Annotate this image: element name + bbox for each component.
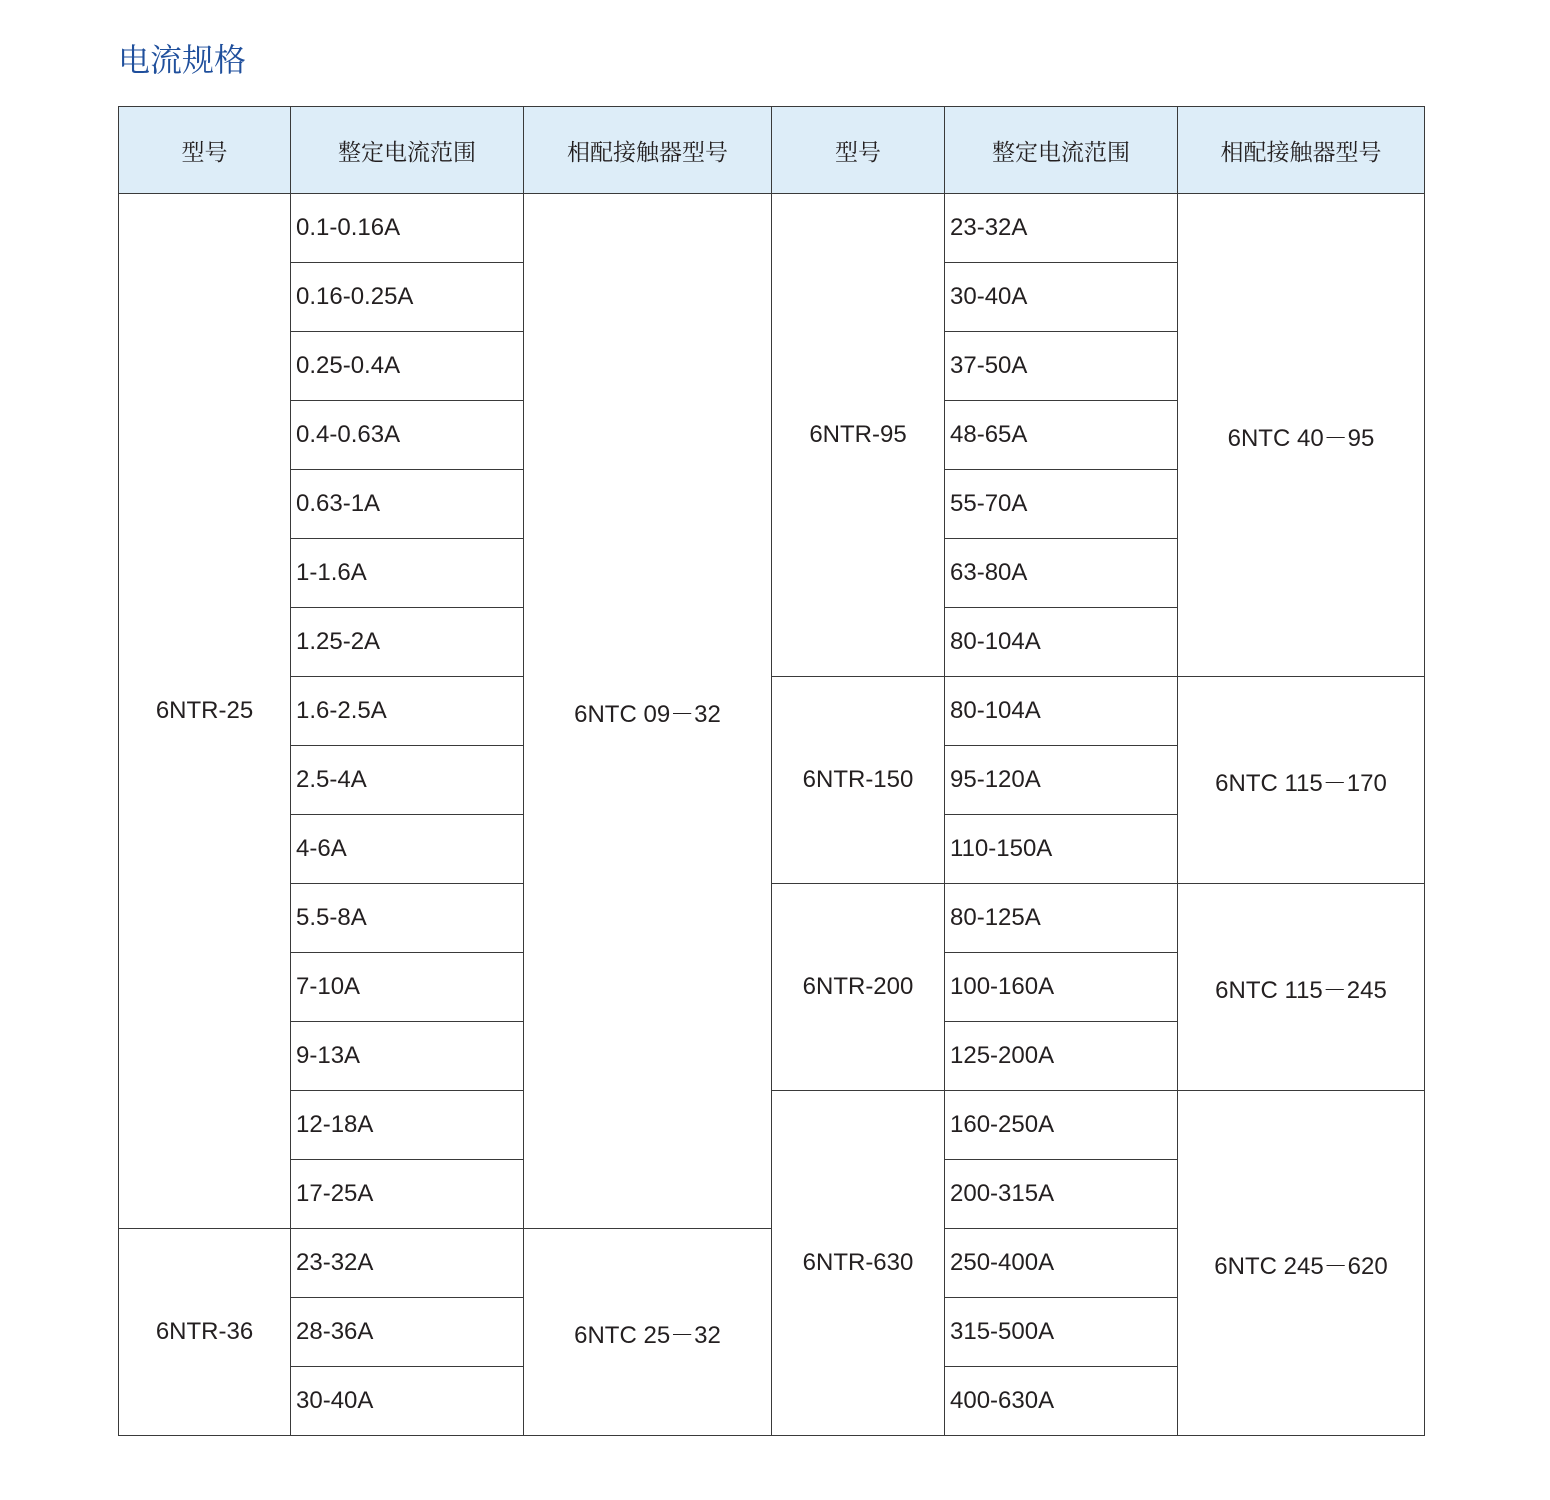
header-row bbox=[119, 107, 1425, 194]
range-cell: 0.1-0.16A bbox=[291, 194, 524, 263]
range-cell: 2.5-4A bbox=[291, 746, 524, 815]
range-cell: 12-18A bbox=[291, 1091, 524, 1160]
range-cell: 315-500A bbox=[945, 1298, 1178, 1367]
table-row bbox=[119, 194, 1425, 263]
range-cell: 23-32A bbox=[945, 194, 1178, 263]
header-model: 型号 bbox=[119, 107, 291, 194]
contactor-cell: 6NTC 25－32 bbox=[524, 1229, 772, 1436]
contactor-cell: 6NTC 40－95 bbox=[1178, 194, 1425, 677]
page-title: 电流规格 bbox=[118, 41, 247, 79]
table-row bbox=[119, 677, 1425, 746]
model-cell: 6NTR-150 bbox=[772, 677, 945, 884]
range-cell: 0.63-1A bbox=[291, 470, 524, 539]
range-cell: 7-10A bbox=[291, 953, 524, 1022]
current-spec-table bbox=[118, 106, 1425, 1436]
contactor-cell: 6NTC 245－620 bbox=[1178, 1091, 1425, 1436]
range-cell: 160-250A bbox=[945, 1091, 1178, 1160]
header-current-range: 整定电流范围 bbox=[945, 107, 1178, 194]
range-cell: 1.6-2.5A bbox=[291, 677, 524, 746]
table-row bbox=[119, 1091, 1425, 1160]
range-cell: 30-40A bbox=[291, 1367, 524, 1436]
table-row bbox=[119, 884, 1425, 953]
contactor-cell: 6NTC 115－170 bbox=[1178, 677, 1425, 884]
range-cell: 30-40A bbox=[945, 263, 1178, 332]
range-cell: 80-104A bbox=[945, 677, 1178, 746]
range-cell: 5.5-8A bbox=[291, 884, 524, 953]
range-cell: 200-315A bbox=[945, 1160, 1178, 1229]
range-cell: 0.4-0.63A bbox=[291, 401, 524, 470]
range-cell: 400-630A bbox=[945, 1367, 1178, 1436]
contactor-cell: 6NTC 115－245 bbox=[1178, 884, 1425, 1091]
range-cell: 95-120A bbox=[945, 746, 1178, 815]
range-cell: 125-200A bbox=[945, 1022, 1178, 1091]
range-cell: 4-6A bbox=[291, 815, 524, 884]
header-current-range: 整定电流范围 bbox=[291, 107, 524, 194]
range-cell: 9-13A bbox=[291, 1022, 524, 1091]
range-cell: 1-1.6A bbox=[291, 539, 524, 608]
model-cell: 6NTR-630 bbox=[772, 1091, 945, 1436]
range-cell: 0.25-0.4A bbox=[291, 332, 524, 401]
model-cell: 6NTR-200 bbox=[772, 884, 945, 1091]
range-cell: 80-104A bbox=[945, 608, 1178, 677]
range-cell: 37-50A bbox=[945, 332, 1178, 401]
range-cell: 28-36A bbox=[291, 1298, 524, 1367]
range-cell: 110-150A bbox=[945, 815, 1178, 884]
model-cell: 6NTR-36 bbox=[119, 1229, 291, 1436]
range-cell: 63-80A bbox=[945, 539, 1178, 608]
range-cell: 80-125A bbox=[945, 884, 1178, 953]
range-cell: 1.25-2A bbox=[291, 608, 524, 677]
range-cell: 100-160A bbox=[945, 953, 1178, 1022]
header-contactor: 相配接触器型号 bbox=[1178, 107, 1425, 194]
range-cell: 0.16-0.25A bbox=[291, 263, 524, 332]
contactor-cell: 6NTC 09－32 bbox=[524, 194, 772, 1229]
range-cell: 55-70A bbox=[945, 470, 1178, 539]
model-cell: 6NTR-25 bbox=[119, 194, 291, 1229]
header-contactor: 相配接触器型号 bbox=[524, 107, 772, 194]
header-model: 型号 bbox=[772, 107, 945, 194]
range-cell: 17-25A bbox=[291, 1160, 524, 1229]
range-cell: 250-400A bbox=[945, 1229, 1178, 1298]
range-cell: 48-65A bbox=[945, 401, 1178, 470]
model-cell: 6NTR-95 bbox=[772, 194, 945, 677]
range-cell: 23-32A bbox=[291, 1229, 524, 1298]
